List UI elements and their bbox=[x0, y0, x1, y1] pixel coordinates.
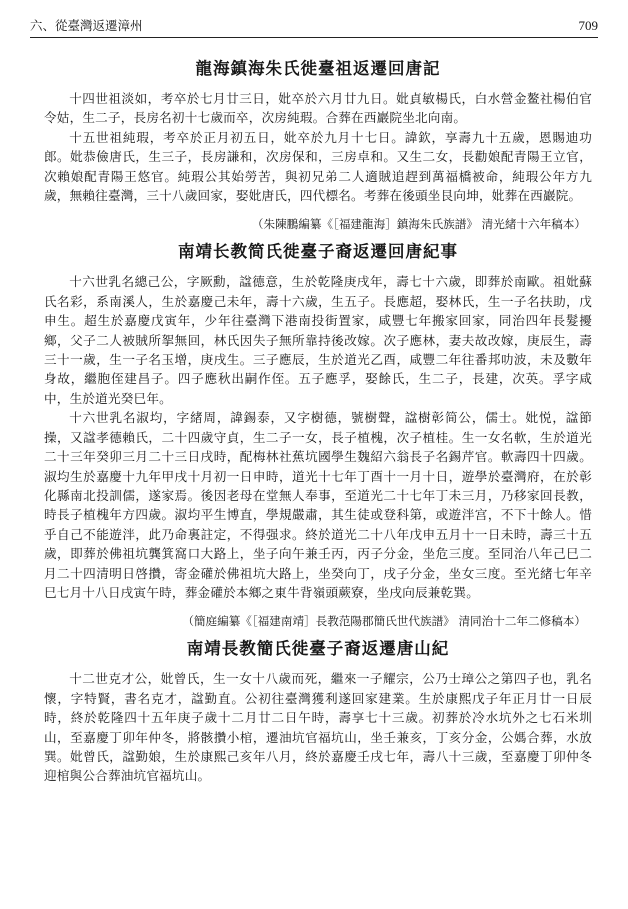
paragraph: 十四世祖淡如，考卒於七月廿三日，妣卒於六月廿九日。妣貞敏楊氏，白水營金鳌社楊伯官令姑，生二子，長房名初十七歲而卒，次房純瑕。合葬在西巖院坐北向南。 bbox=[44, 91, 592, 126]
section-jian-clan-record bbox=[44, 241, 592, 630]
chapter-heading: 六、從臺灣返遷漳州 bbox=[30, 18, 143, 33]
section-title: 龍海鎮海朱氏徙臺祖返遷回唐記 bbox=[195, 59, 441, 78]
paragraph: 十六世乳名總己公，字厥勳，諡德意，生於乾隆庚戌年，壽七十六歲，即葬於南歐。祖妣蘇氏名彩，系南溪人，生於嘉慶己未年，壽十六歲，生五子。長應超，娶林氏，生一子名扶助，戊申生。超生於嘉慶戊寅年，少年往臺灣下港南投街置家，咸豐七年搬家回家，同治四年長髮擾鄉，父子二人被賊所挐無回，林氏因失子無所靠持後改嫁。次子應林，妻夫故改嫁，庚辰生，壽三十一歲，生一子名玉增，庚戌生。三子應辰，生於道光乙酉，咸豐二年往番邦叻波，未及數年身故，繼胞侄建昌子。四子應秋出嗣作侄。五子應孚，娶餘氏，生二子，長建，次英。孚字咸中，生於道光癸巳年。 bbox=[44, 274, 592, 406]
section-zhu-clan bbox=[44, 58, 592, 233]
paragraph: 十六世乳名淑均，字緒周，諱錫泰，又字樹德，號樹聲，諡樹彰简公，儒士。妣悦，諡節操，又諡孝德賴氏，二十四歲守貞，生二子一女，長子植槐，次子植桂。生一女名軟，生於道光二十三年癸卯三月二十三日戌時，配梅林社蕉坑國學生魏紹六翁長子名錫芹官。軟壽四十四歲。淑均生於嘉慶十九年甲戌十月初一日申時，道光十七年丁酉十一月十日，遊學於臺灣府，在於彰化縣南北投訓儒，遂家焉。後因老母在堂無人奉事，至道光二十七年丁未三月，乃移家回長教，時長子植槐年方四歲。淑均平生博直，學規嚴肅，其生徒或登科第，或遊泮宫，不下十餘人。惜乎自己不能遊泮，此乃命裏註定，不得强求。終於道光二十八年戊申五月十一日未時，壽三十五歲，即葬於佛祖坑龔箕窩口大路上，坐子向午兼壬丙，丙子分金，坐危三度。至同治八年己巳二月二十四清明日啓攢，寄金礶於佛祖坑大路上，坐癸向丁，戌子分金，坐女三度。至光緒七年辛巳七月十八日戌寅午時，葬金礶於本鄉之東牛背嶺頭蕨寮，坐戌向辰兼乾巽。 bbox=[44, 410, 592, 600]
section-title: 南靖长教简氏徙臺子裔返遷回唐紀事 bbox=[178, 242, 458, 262]
section-jian-clan-tangshan bbox=[44, 638, 592, 785]
paragraph: 十二世克才公，妣曾氏，生一女十八歲而死，繼來一子耀宗，公乃士璋公之第四子也，乳名懷，字特賢，書名克才，諡勤直。公初往臺灣獲利遂回家建業。生於康熙戊子年正月廿一日辰時，終於乾隆四十五年庚子歲十二月廿二日午時，壽享七十三歲。初葬於冷水坑外之七石米圳山，至嘉慶丁卯年仲冬，將骸攢小棺，遷油坑官福坑山，坐壬兼亥，丁亥分金，公媽合葬，水放巽。妣曾氏，諡勤娘，生於康熙己亥年八月，終於嘉慶壬戌七年，壽八十三歲，至嘉慶丁卯仲冬迎棺與公合葬油坑官福坑山。 bbox=[44, 671, 592, 784]
running-header bbox=[30, 16, 598, 38]
page-number: 709 bbox=[578, 18, 598, 33]
source-citation: （朱陳鵬編纂《［福建龍海］鎮海朱氏族譜》 清光緒十六年稿本） bbox=[251, 217, 586, 232]
page-body bbox=[44, 58, 592, 786]
source-citation: （簡庭編纂《［福建南靖］長教范陽郡簡氏世代族譜》 清同治十二年二修稿本） bbox=[182, 614, 586, 629]
paragraph: 十五世祖純瑕，考卒於正月初五日，妣卒於九月十七日。諱欽，享壽九十五歲，恩賜迪功郎。妣恭儉唐氏，生三子，長房謙和，次房保和，三房卓和。又生二女，長勸娘配青陽王立官，次賴娘配青陽王悠官。純瑕公其始勞苦，與初兄弟二人適賊追趕到萬福橋被命，純瑕公年方九歲，無賴往臺灣，三十八歲回家，娶妣唐氏，四代標名。考葬在後頭坐艮向坤，妣葬在西巖院。 bbox=[44, 129, 592, 204]
section-title: 南靖長教簡氏徙臺子裔返遷唐山紀 bbox=[186, 639, 450, 659]
